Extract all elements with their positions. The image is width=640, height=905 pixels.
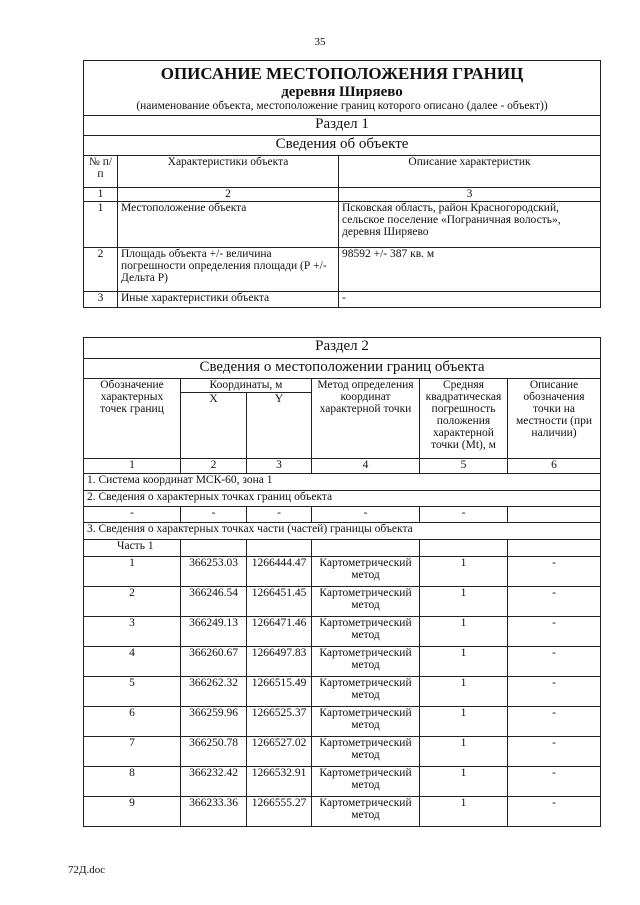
header-coords: Координаты, м [181, 379, 312, 393]
point-method: Картометрический метод [312, 707, 420, 737]
row-number: 1 [84, 202, 118, 248]
section1-title-row [84, 116, 601, 136]
object-name-row [84, 84, 601, 100]
part-row [84, 540, 601, 557]
col-header-number: № п/п [84, 156, 118, 188]
title-row [84, 61, 601, 85]
point-y: 1266497.83 [247, 647, 312, 677]
table-row [84, 677, 601, 707]
point-y: 1266555.27 [247, 797, 312, 827]
header-point: Обозначение характерных точек границ [84, 379, 181, 459]
point-desc: - [508, 767, 601, 797]
points-title-row [84, 491, 601, 507]
col-header-characteristic: Характеристики объекта [118, 156, 339, 188]
point-method: Картометрический метод [312, 587, 420, 617]
section2-subtitle: Сведения о местоположении границ объекта [84, 359, 601, 379]
point-y: 1266451.45 [247, 587, 312, 617]
col-number: 3 [339, 188, 601, 202]
section2-colnum-row [84, 459, 601, 474]
dash-cell: - [181, 507, 247, 523]
point-method: Картометрический метод [312, 647, 420, 677]
table-row [84, 292, 601, 308]
table-row [84, 557, 601, 587]
empty-cell [247, 540, 312, 557]
point-x: 366233.36 [181, 797, 247, 827]
section1-header-row [84, 156, 601, 188]
footer-filename: 72Д.doc [68, 864, 106, 876]
table-row [84, 647, 601, 677]
point-mt: 1 [420, 677, 508, 707]
parts-title: 3. Сведения о характерных точках части (частей) границы объекта [84, 523, 601, 540]
coordinate-system: 1. Система координат МСК-60, зона 1 [84, 474, 601, 491]
col-number: 1 [84, 188, 118, 202]
empty-cell [312, 540, 420, 557]
point-number: 3 [84, 617, 181, 647]
object-name: деревня Ширяево [84, 84, 601, 100]
point-desc: - [508, 707, 601, 737]
point-x: 366260.67 [181, 647, 247, 677]
point-method: Картометрический метод [312, 797, 420, 827]
row-number: 2 [84, 248, 118, 292]
dash-cell: - [84, 507, 181, 523]
document-title: ОПИСАНИЕ МЕСТОПОЛОЖЕНИЯ ГРАНИЦ [84, 61, 601, 85]
point-number: 8 [84, 767, 181, 797]
point-mt: 1 [420, 557, 508, 587]
point-number: 1 [84, 557, 181, 587]
point-mt: 1 [420, 767, 508, 797]
col-number: 2 [118, 188, 339, 202]
section1-subtitle: Сведения об объекте [84, 136, 601, 156]
point-mt: 1 [420, 617, 508, 647]
row-characteristic: Иные характеристики объекта [118, 292, 339, 308]
point-desc: - [508, 797, 601, 827]
header-row [84, 379, 601, 393]
row-number: 3 [84, 292, 118, 308]
row-description: - [339, 292, 601, 308]
col-number: 5 [420, 459, 508, 474]
point-mt: 1 [420, 647, 508, 677]
section2-title: Раздел 2 [84, 338, 601, 359]
point-x: 366246.54 [181, 587, 247, 617]
header-description: Описание обозначения точки на местности (при наличии) [508, 379, 601, 459]
col-number: 4 [312, 459, 420, 474]
point-number: 4 [84, 647, 181, 677]
header-method: Метод определения координат характерной точки [312, 379, 420, 459]
point-y: 1266444.47 [247, 557, 312, 587]
table-row [84, 767, 601, 797]
row-description: Псковская область, район Красногородский, сельское поселение «Пограничная волость», деревня Ширяево [339, 202, 601, 248]
point-x: 366259.96 [181, 707, 247, 737]
point-desc: - [508, 737, 601, 767]
dash-row [84, 507, 601, 523]
point-number: 7 [84, 737, 181, 767]
header-x: X [181, 393, 247, 459]
row-characteristic: Площадь объекта +/- величина погрешности определения площади (Р +/- Дельта Р) [118, 248, 339, 292]
point-method: Картометрический метод [312, 767, 420, 797]
point-x: 366249.13 [181, 617, 247, 647]
note-row [84, 100, 601, 116]
empty-cell [181, 540, 247, 557]
system-row [84, 474, 601, 491]
empty-cell [508, 507, 601, 523]
point-number: 9 [84, 797, 181, 827]
table-row [84, 797, 601, 827]
point-number: 2 [84, 587, 181, 617]
point-method: Картометрический метод [312, 557, 420, 587]
point-mt: 1 [420, 797, 508, 827]
header-y: Y [247, 393, 312, 459]
dash-cell: - [312, 507, 420, 523]
row-characteristic: Местоположение объекта [118, 202, 339, 248]
part-label [84, 540, 181, 557]
table-row [84, 248, 601, 292]
points-title: 2. Сведения о характерных точках границ объекта [84, 491, 601, 507]
section2-subtitle-row [84, 359, 601, 379]
point-method: Картометрический метод [312, 737, 420, 767]
point-y: 1266532.91 [247, 767, 312, 797]
parts-title-row [84, 523, 601, 540]
col-number: 2 [181, 459, 247, 474]
section1-subtitle-row [84, 136, 601, 156]
point-mt: 1 [420, 707, 508, 737]
table-row [84, 587, 601, 617]
point-number: 6 [84, 707, 181, 737]
page-number: 35 [314, 36, 326, 48]
col-number: 6 [508, 459, 601, 474]
point-mt: 1 [420, 737, 508, 767]
col-number: 1 [84, 459, 181, 474]
point-x: 366232.42 [181, 767, 247, 797]
point-y: 1266525.37 [247, 707, 312, 737]
point-desc: - [508, 647, 601, 677]
col-header-description: Описание характеристик [339, 156, 601, 188]
point-y: 1266527.02 [247, 737, 312, 767]
point-desc: - [508, 587, 601, 617]
dash-cell: - [420, 507, 508, 523]
point-y: 1266515.49 [247, 677, 312, 707]
object-info-table [83, 60, 601, 308]
point-method: Картометрический метод [312, 677, 420, 707]
point-desc: - [508, 557, 601, 587]
section1-title: Раздел 1 [84, 116, 601, 136]
empty-cell [508, 540, 601, 557]
col-number: 3 [247, 459, 312, 474]
row-description: 98592 +/- 387 кв. м [339, 248, 601, 292]
point-y: 1266471.46 [247, 617, 312, 647]
empty-cell [420, 540, 508, 557]
point-x: 366250.78 [181, 737, 247, 767]
table-row [84, 617, 601, 647]
table-row [84, 737, 601, 767]
table-row [84, 202, 601, 248]
boundary-points-table [83, 337, 601, 827]
point-x: 366253.03 [181, 557, 247, 587]
point-x: 366262.32 [181, 677, 247, 707]
section2-title-row [84, 338, 601, 359]
dash-cell: - [247, 507, 312, 523]
point-desc: - [508, 617, 601, 647]
point-desc: - [508, 677, 601, 707]
point-number: 5 [84, 677, 181, 707]
header-mt: Средняя квадратическая погрешность положения характерной точки (Mt), м [420, 379, 508, 459]
table-row [84, 707, 601, 737]
point-method: Картометрический метод [312, 617, 420, 647]
part-label-text: Часть 1 [117, 540, 154, 552]
point-mt: 1 [420, 587, 508, 617]
section1-colnum-row [84, 188, 601, 202]
title-note: (наименование объекта, местоположение границ которого описано (далее - объект)) [84, 100, 601, 116]
